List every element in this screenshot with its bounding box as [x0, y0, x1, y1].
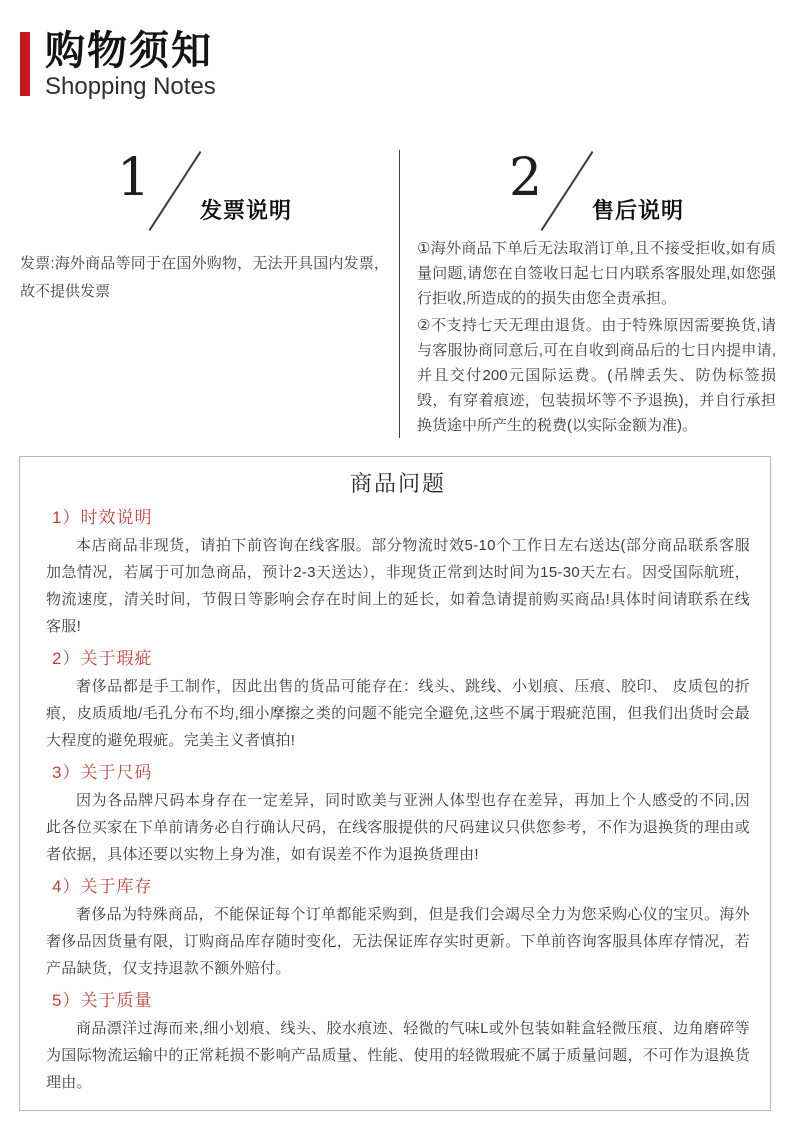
box-section-quality [46, 989, 750, 1096]
slash-divider-icon [149, 151, 202, 231]
box-section-timeliness [46, 506, 750, 640]
header-titles [45, 30, 216, 101]
box-section-flaws [46, 647, 750, 754]
box-section-sizing [46, 761, 750, 868]
aftersale-section [400, 148, 790, 440]
invoice-section-title: 发票说明 [200, 198, 293, 223]
box-section-heading: 4）关于库存 [52, 877, 153, 896]
red-accent-bar [20, 32, 30, 96]
box-section-stock [46, 875, 750, 982]
box-section-heading: 3）关于尺码 [52, 763, 153, 782]
box-section-body: 奢侈品都是手工制作，因此出售的货品可能存在：线头、跳线、小划痕、压痕、胶印、 皮质包的折痕，皮质质地/毛孔分布不均,细小摩擦之类的问题不能完全避免,这些不属于瑕疵范围，但我们出货时会最大程度的避免瑕疵。完美主义者慎拍! [46, 678, 750, 749]
section-number-2: 2 [508, 148, 543, 208]
box-section-heading: 2）关于瑕疵 [52, 649, 153, 668]
aftersale-section-text-2: ②不支持七天无理由退货。由于特殊原因需要换货,请与客服协商同意后,可在自收到商品后的七日内提申请,并且交付200元国际运费。(吊牌丢失、防伪标签损毁，有穿着痕迹，包装损坏等不予退换)，并自行承担换货途中所产生的税费(以实际金额为准)。 [417, 317, 776, 434]
section-number-1: 1 [116, 148, 151, 208]
page-header [20, 30, 790, 100]
page-title: 购物须知 [45, 29, 213, 73]
aftersale-section-heading [417, 148, 776, 234]
box-section-heading: 5）关于质量 [52, 991, 153, 1010]
page-subtitle: Shopping Notes [45, 73, 216, 100]
box-section-heading: 1）时效说明 [52, 508, 153, 527]
top-sections [0, 148, 790, 440]
box-section-body: 商品漂洋过海而来,细小划痕、线头、胶水痕迹、轻微的气味L或外包装如鞋盒轻微压痕、边角磨碎等为国际物流运输中的正常耗损不影响产品质量、性能、使用的轻微瑕疵不属于质量问题，不可作为退换货理由。 [46, 1020, 750, 1091]
invoice-section-heading [20, 148, 389, 234]
box-section-body: 奢侈品为特殊商品，不能保证每个订单都能采购到，但是我们会竭尽全力为您采购心仪的宝贝。海外奢侈品因货量有限，订购商品库存随时变化，无法保证库存实时更新。下单前咨询客服具体库存情况，若产品缺货，仅支持退款不额外赔付。 [46, 906, 750, 977]
box-section-body: 本店商品非现货，请拍下前咨询在线客服。部分物流时效5-10个工作日左右送达(部分商品联系客服加急情况，若属于可加急商品，预计2-3天送达），非现货正常到达时间为15-30天左右。因受国际航班，物流速度，清关时间，节假日等影响会存在时间上的延长，如着急请提前购买商品!具体时间请联系在线客服! [46, 537, 750, 635]
invoice-section-text: 发票:海外商品等同于在国外购物，无法开具国内发票，故不提供发票 [20, 255, 389, 300]
invoice-section [0, 148, 399, 440]
aftersale-section-text-1: ①海外商品下单后无法取消订单,且不接受拒收,如有质量问题,请您在自签收日起七日内联系客服处理,如您强行拒收,所造成的的损失由您全责承担。 [417, 240, 776, 307]
aftersale-section-title: 售后说明 [592, 198, 685, 223]
product-box-title: 商品问题 [349, 471, 446, 496]
product-questions-box [19, 456, 771, 1111]
box-section-body: 因为各品牌尺码本身存在一定差异，同时欧美与亚洲人体型也存在差异，再加上个人感受的不同,因此各位买家在下单前请务必自行确认尺码，在线客服提供的尺码建议只供您参考，不作为退换货的理由或者依据，具体还要以实物上身为准，如有误差不作为退换货理由! [46, 792, 750, 863]
slash-divider-icon [541, 151, 594, 231]
